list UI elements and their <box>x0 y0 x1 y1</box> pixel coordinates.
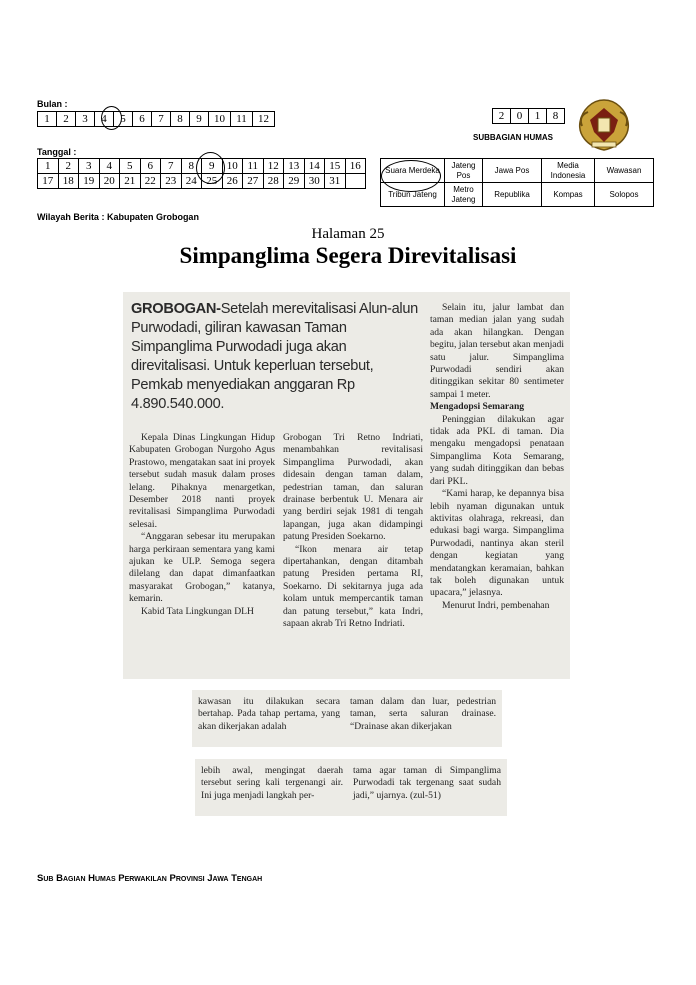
date-cell-16: 16 <box>345 159 366 174</box>
date-cell-23: 23 <box>161 174 182 189</box>
year-digit-8: 8 <box>547 109 565 124</box>
date-cell-29: 29 <box>284 174 305 189</box>
col1-quote: “Anggaran sebesar itu merupakan harga perkiraan sementara yang kami ajukan ke ULP. Semoga segera dilelang dan dapat dimanfaatkan masyarakat Grobogan,” katanya, kemarin. <box>129 531 275 605</box>
col3-paragraph: Selain itu, jalur lambat dan taman median jalan yang sudah ada akan hilangkan. Dengan begitu, jalan tersebut akan menjadi satu jalur. Simpanglima Purwodadi sendiri akan ditinggikan sekitar 80 sentimeter sampai 1 meter. <box>430 302 564 400</box>
media-wawasan: Wawasan <box>595 159 654 183</box>
year-grid <box>492 108 565 124</box>
date-cell-7: 7 <box>161 159 182 174</box>
media-suara-merdeka: Suara Merdeka <box>381 159 445 183</box>
wilayah-berita: Wilayah Berita : Kabupaten Grobogan <box>37 212 199 222</box>
date-cell-24: 24 <box>181 174 202 189</box>
date-cell-20: 20 <box>99 174 120 189</box>
news-clipping-3 <box>195 759 507 816</box>
media-tribun-jateng: Tribun Jateng <box>381 183 445 207</box>
date-cell-17: 17 <box>38 174 59 189</box>
date-cell-30: 30 <box>304 174 325 189</box>
col2-quote: “Ikon menara air tetap dipertahankan, dengan ditambah patung Presiden pertama RI, Soekarno. Di sekitarnya juga ada kolam untuk mempercantik taman dan patung tersebut,” kata Indri, sapaan akrab Tri Retno Indriati. <box>283 543 423 630</box>
article-column-2 <box>283 432 423 631</box>
col1-paragraph: Kepala Dinas Lingkungan Hidup Kabupaten Grobogan Nurgoho Agus Prastowo, mengatakan saat ini proyek tersebut sudah masuk dalam proses lelang. Pihaknya menargetkan, Desember 2018 nanti proyek revitalisasi Simpanglima Purwodadi selesai. <box>129 432 275 530</box>
date-cell-18: 18 <box>58 174 79 189</box>
media-jateng-pos: Jateng Pos <box>445 159 483 183</box>
date-cell-3: 3 <box>79 159 100 174</box>
date-cell-22: 22 <box>140 174 161 189</box>
date-cell-26: 26 <box>222 174 243 189</box>
footer-text: Sub Bagian Humas Perwakilan Provinsi Jawa Tengah <box>37 873 263 884</box>
date-cell-1: 1 <box>38 159 59 174</box>
media-circle-mark <box>381 160 441 192</box>
news-clipping-main <box>123 292 570 679</box>
month-cell-5: 5 <box>114 112 133 127</box>
date-cell-27: 27 <box>243 174 264 189</box>
date-cell-empty <box>345 174 366 189</box>
month-cell-9: 9 <box>190 112 209 127</box>
media-metro-jateng: Metro Jateng <box>445 183 483 207</box>
date-circle-mark <box>196 152 225 184</box>
col3-paragraph-2: Peninggian dilakukan agar tidak ada PKL di taman. Dia mengaku mengadopsi penataan Simpanglima Kota Semarang, yang sudah ditinggikan dan bebas dari PKL. <box>430 413 564 487</box>
month-cell-12: 12 <box>253 112 275 127</box>
date-cell-31: 31 <box>325 174 346 189</box>
date-cell-6: 6 <box>140 159 161 174</box>
tanggal-label: Tanggal : <box>37 147 77 157</box>
date-cell-10: 10 <box>222 159 243 174</box>
media-media-indonesia: Media Indonesia <box>542 159 595 183</box>
month-cell-4: 4 <box>95 112 114 127</box>
col3-tail: Menurut Indri, pembenahan <box>442 599 550 611</box>
media-solopos: Solopos <box>595 183 654 207</box>
news-clipping-2 <box>192 690 502 747</box>
article-column-3 <box>430 302 564 612</box>
date-cell-5: 5 <box>120 159 141 174</box>
article-headline: Simpanglima Segera Direvitalisasi <box>179 243 517 268</box>
date-cell-15: 15 <box>325 159 346 174</box>
month-cell-10: 10 <box>209 112 231 127</box>
clip3-left-text: lebih awal, mengingat daerah tersebut sering kali tergenangi air. Ini juga menjadi langkah per- <box>201 765 343 801</box>
date-cell-9: 9 <box>202 159 223 174</box>
date-cell-28: 28 <box>263 174 284 189</box>
month-grid <box>37 111 275 127</box>
date-cell-11: 11 <box>243 159 264 174</box>
article-column-1 <box>129 432 275 618</box>
bulan-label: Bulan : <box>37 99 68 109</box>
clip3-right-text: tama agar taman di Simpanglima Purwodadi tak tergenang saat sudah jadi,” ujarnya. (zul-51) <box>353 765 501 801</box>
month-cell-3: 3 <box>76 112 95 127</box>
media-kompas: Kompas <box>542 183 595 207</box>
date-cell-4: 4 <box>99 159 120 174</box>
clip2-left-text: kawasan itu dilakukan secara bertahap. Pada tahap pertama, yang akan dikerjakan adalah <box>198 696 340 732</box>
year-digit-1: 1 <box>529 109 547 124</box>
date-cell-8: 8 <box>181 159 202 174</box>
month-cell-2: 2 <box>57 112 76 127</box>
col3-quote: “Kami harap, ke depannya bisa lebih nyaman digunakan untuk aktivitas olahraga, rekreasi, dan edukasi bagi warga. Simpanglima Purwodadi, nantinya akan steril dengan kegiatan yang mendatangkan keramaian, bahkan tak boleh digunakan untuk upacara,” jelasnya. <box>430 488 564 599</box>
month-cell-11: 11 <box>231 112 253 127</box>
month-cell-6: 6 <box>133 112 152 127</box>
date-cell-25: 25 <box>202 174 223 189</box>
year-digit-2: 2 <box>493 109 511 124</box>
date-cell-2: 2 <box>58 159 79 174</box>
month-cell-1: 1 <box>38 112 57 127</box>
date-cell-14: 14 <box>304 159 325 174</box>
date-cell-12: 12 <box>263 159 284 174</box>
subbagian-label: SUBBAGIAN HUMAS <box>473 133 553 142</box>
article-lead <box>131 300 421 414</box>
clip2-right-text: taman dalam dan luar, pedestrian taman, serta saluran drainase. “Drainase akan dikerjakan <box>350 696 496 732</box>
col1-tail: Kabid Tata Lingkungan DLH <box>141 605 254 617</box>
year-digit-0: 0 <box>511 109 529 124</box>
col3-subheading: Mengadopsi Semarang <box>430 401 525 413</box>
month-cell-7: 7 <box>152 112 171 127</box>
lead-text: Setelah merevitalisasi Alun-alun Purwodadi, giliran kawasan Taman Simpanglima Purwodadi juga akan direvitalisasi. Untuk keperluan tersebut, Pemkab menyediakan anggaran Rp 4.890.540.000. <box>131 301 418 412</box>
date-cell-21: 21 <box>120 174 141 189</box>
date-cell-13: 13 <box>284 159 305 174</box>
lead-dateline: GROBOGAN- <box>131 301 221 317</box>
date-cell-19: 19 <box>79 174 100 189</box>
media-republika: Republika <box>483 183 542 207</box>
garuda-emblem-icon <box>574 96 634 154</box>
month-cell-8: 8 <box>171 112 190 127</box>
page-number: Halaman 25 <box>311 226 385 242</box>
col2-paragraph: Grobogan Tri Retno Indriati, menambahkan revitalisasi Simpanglima Purwodadi, akan didesain dengan taman dalam, pedestrian taman, dan saluran drainase berbentuk U. Menara air yang berdiri sejak 1981 di tengah lapangan, juga akan didampingi patung Presiden Soekarno. <box>283 432 423 543</box>
month-circle-mark <box>101 106 122 130</box>
media-jawa-pos: Jawa Pos <box>483 159 542 183</box>
